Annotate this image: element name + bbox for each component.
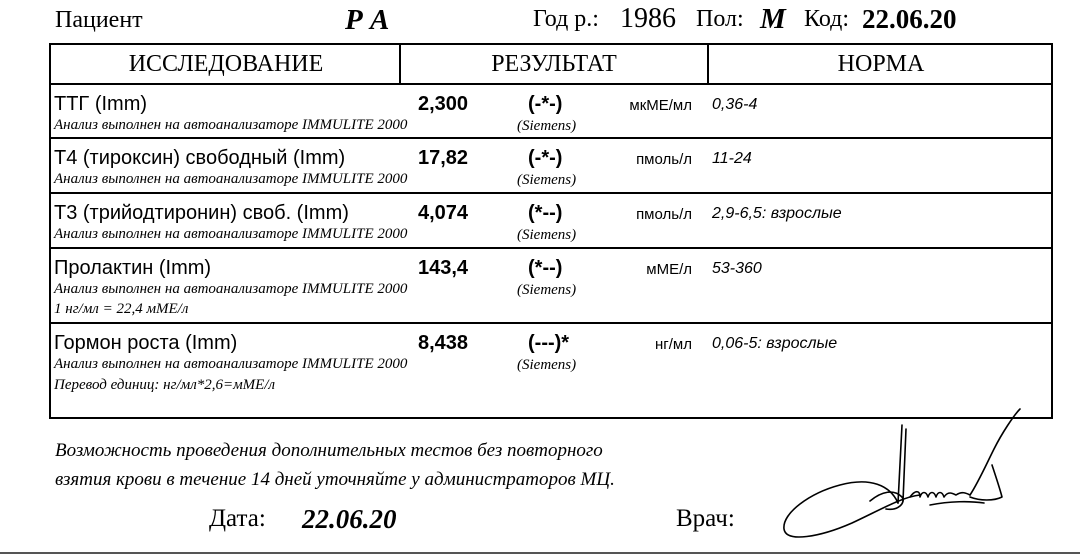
- test-unit: пмоль/л: [636, 206, 692, 223]
- test-note: Анализ выполнен на автоанализаторе IMMULITE 2000: [54, 171, 408, 187]
- date-value: 22.06.20: [302, 504, 397, 534]
- test-name: Т4 (тироксин) свободный (Imm): [54, 147, 346, 169]
- test-norm: 0,36-4: [712, 96, 758, 113]
- test-supplier: (Siemens): [517, 227, 577, 243]
- sex-label: Пол:: [696, 6, 744, 32]
- test-name: Т3 (трийодтиронин) своб. (Imm): [54, 202, 349, 224]
- code-value: 22.06.20: [862, 4, 957, 34]
- test-norm: 2,9-6,5: взрослые: [712, 205, 842, 222]
- table-row: [51, 324, 1051, 417]
- footer-note-line-2: взятия крови в течение 14 дней уточняйте у администраторов МЦ.: [55, 469, 615, 490]
- birth-year-value: 1986: [620, 3, 676, 34]
- test-value: 143,4: [418, 257, 469, 279]
- column-header-result: РЕЗУЛЬТАТ: [491, 51, 617, 77]
- test-flag: (*--): [528, 257, 563, 279]
- test-value: 2,300: [418, 93, 469, 115]
- sex-value: М: [760, 3, 786, 35]
- date-label: Дата:: [209, 505, 266, 532]
- patient-label: Пациент: [55, 7, 143, 33]
- test-name: Пролактин (Imm): [54, 257, 212, 279]
- bottom-edge-line: [0, 552, 1080, 554]
- table-row: [51, 249, 1051, 324]
- test-note: Анализ выполнен на автоанализаторе IMMULITE 2000: [54, 226, 408, 242]
- test-norm: 53-360: [712, 260, 762, 277]
- test-note: Анализ выполнен на автоанализаторе IMMULITE 2000: [54, 281, 408, 297]
- table-row: [51, 139, 1051, 194]
- doctor-label: Врач:: [676, 505, 735, 532]
- test-supplier: (Siemens): [517, 357, 577, 373]
- test-norm: 0,06-5: взрослые: [712, 335, 838, 352]
- test-flag: (-*-): [528, 147, 563, 169]
- column-header-test: ИССЛЕДОВАНИЕ: [128, 51, 324, 77]
- doctor-signature-icon: [770, 405, 1030, 550]
- results-table: [49, 43, 1053, 419]
- test-supplier: (Siemens): [517, 118, 577, 134]
- test-value: 4,074: [418, 202, 469, 224]
- test-note: Анализ выполнен на автоанализаторе IMMULITE 2000: [54, 117, 408, 133]
- test-flag: (-*-): [528, 93, 563, 115]
- test-flag: (---)*: [528, 332, 570, 354]
- test-value: 8,438: [418, 332, 469, 354]
- test-note: Анализ выполнен на автоанализаторе IMMULITE 2000: [54, 356, 408, 372]
- code-label: Код:: [804, 6, 849, 32]
- test-name: Гормон роста (Imm): [54, 332, 238, 354]
- test-unit: мМЕ/л: [646, 261, 692, 278]
- test-norm: 11-24: [712, 150, 752, 167]
- test-unit: пмоль/л: [636, 151, 692, 168]
- birth-year-label: Год р.:: [533, 6, 599, 32]
- test-flag: (*--): [528, 202, 563, 224]
- test-unit: мкМЕ/мл: [629, 97, 692, 114]
- test-supplier: (Siemens): [517, 282, 577, 298]
- footer-note-line-1: Возможность проведения дополнительных тестов без повторного: [55, 440, 603, 461]
- test-unit: нг/мл: [655, 336, 692, 353]
- table-row: [51, 85, 1051, 139]
- table-header: [51, 45, 1051, 85]
- table-row: [51, 194, 1051, 249]
- test-conversion-note: 1 нг/мл = 22,4 мМЕ/л: [54, 301, 189, 317]
- patient-name: Р А: [345, 4, 390, 36]
- test-name: ТТГ (Imm): [54, 93, 148, 115]
- column-header-norm: НОРМА: [837, 51, 925, 77]
- test-value: 17,82: [418, 147, 469, 169]
- test-supplier: (Siemens): [517, 172, 577, 188]
- test-conversion-note: Перевод единиц: нг/мл*2,6=мМЕ/л: [54, 377, 276, 393]
